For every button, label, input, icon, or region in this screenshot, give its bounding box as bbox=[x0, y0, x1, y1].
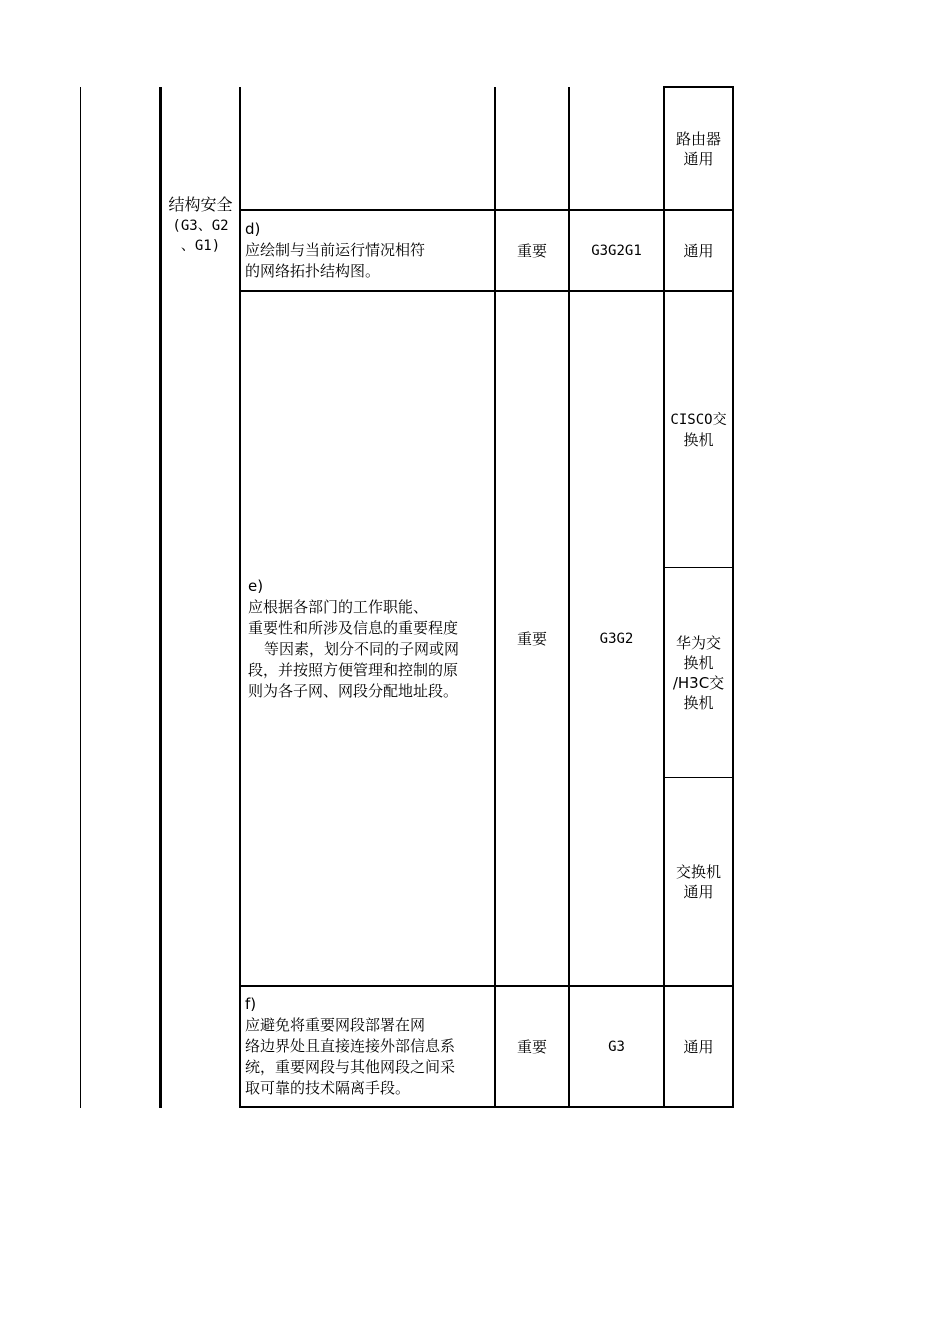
row-e-level: G3G2 bbox=[599, 630, 634, 647]
right-border-line bbox=[732, 87, 734, 1108]
row-d-device: 通用 bbox=[683, 241, 714, 260]
section-levels-line2: 、G1) bbox=[180, 238, 221, 254]
row-e-text-line1: 应根据各部门的工作职能、 bbox=[248, 597, 429, 616]
row-e-device-switch-line2: 通用 bbox=[683, 882, 714, 901]
row-f-level: G3 bbox=[608, 1038, 625, 1055]
section-title: 结构安全 bbox=[168, 195, 233, 214]
row-d-text-line1: 应绘制与当前运行情况相符 bbox=[245, 241, 426, 259]
row-d-label: d) bbox=[245, 220, 261, 238]
row-e-text-line5: 则为各子网、网段分配地址段。 bbox=[248, 681, 459, 700]
row-e-device-switch-line1: 交换机 bbox=[675, 862, 721, 881]
section-title-cell bbox=[162, 190, 239, 260]
section-levels-line1: (G3、G2 bbox=[172, 218, 229, 234]
row-e-device-huawei-line3: /H3C交 bbox=[672, 673, 725, 692]
row-f-description bbox=[241, 987, 494, 1106]
row-e-device-huawei-line2: 换机 bbox=[683, 653, 714, 672]
row-e-device-huawei-line4: 换机 bbox=[683, 693, 714, 712]
row-e-importance: 重要 bbox=[516, 629, 547, 648]
device-cell-router bbox=[665, 88, 732, 209]
row-e-text-line3: 等因素，划分不同的子网或网 bbox=[264, 639, 460, 658]
device-router-line1: 路由器 bbox=[675, 129, 721, 148]
row-e-description bbox=[241, 292, 494, 985]
row-d-level: G3G2G1 bbox=[591, 242, 642, 259]
row-e-text-line2: 重要性和所涉及信息的重要程度 bbox=[248, 618, 459, 637]
row-e-text-line4: 段，并按照方便管理和控制的原 bbox=[248, 660, 459, 679]
row-f-importance: 重要 bbox=[516, 1037, 547, 1056]
row-e-label: e) bbox=[248, 576, 264, 595]
row-f-text-line4: 取可靠的技术隔离手段。 bbox=[245, 1079, 411, 1097]
left-border-line bbox=[80, 87, 81, 1108]
row-f-device: 通用 bbox=[683, 1037, 714, 1056]
row-f-label: f) bbox=[245, 995, 257, 1013]
row-d-description bbox=[241, 211, 494, 290]
row-e-device-cisco bbox=[665, 292, 732, 567]
device-router-line2: 通用 bbox=[683, 149, 714, 168]
row-d-importance: 重要 bbox=[516, 241, 547, 260]
row-f-text-line1: 应避免将重要网段部署在网 bbox=[245, 1016, 426, 1034]
row-f-text-line2: 络边界处且直接连接外部信息系 bbox=[245, 1037, 456, 1055]
row-e-device-switch-generic bbox=[665, 778, 732, 985]
row-e-device-huawei-h3c bbox=[665, 568, 732, 777]
row-e-device-cisco-line2: 换机 bbox=[683, 430, 714, 449]
row-d-text-line2: 的网络拓扑结构图。 bbox=[245, 262, 381, 280]
row-f-text-line3: 统，重要网段与其他网段之间采 bbox=[245, 1058, 456, 1076]
row-e-device-huawei-line1: 华为交 bbox=[675, 633, 721, 652]
row-e-device-cisco-line1: CISCO交 bbox=[670, 411, 727, 428]
table-bottom-line bbox=[239, 1106, 734, 1108]
